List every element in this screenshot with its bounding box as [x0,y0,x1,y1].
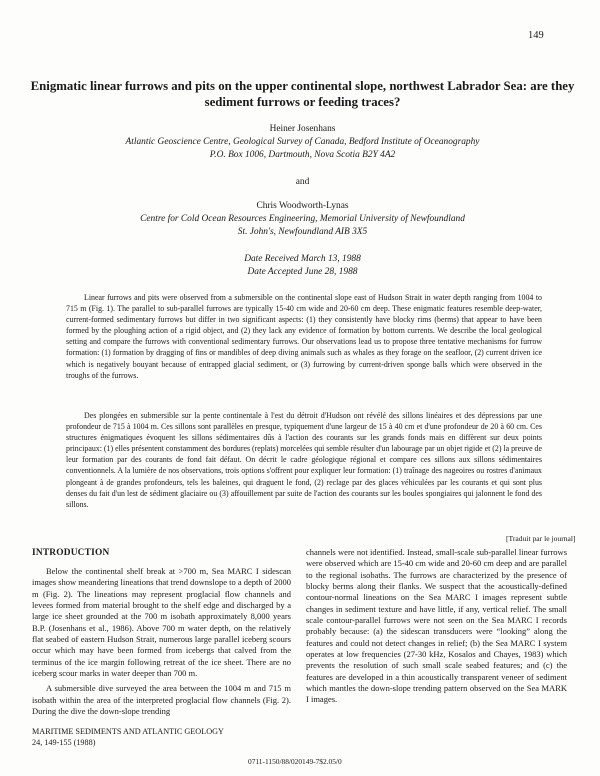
abstract-english [66,292,542,381]
body-column-right [306,547,567,706]
author-2-affiliation: Centre for Cold Ocean Resources Engineering, Memorial University of Newfoundland [140,214,465,224]
date-received: Date Received March 13, 1988 [244,254,361,264]
author-1-affiliation: Atlantic Geoscience Centre, Geological Survey of Canada, Bedford Institute of Oceanography [125,137,480,147]
and-separator: and [295,177,310,187]
author-1-address: P.O. Box 1006, Dartmouth, Nova Scotia B2Y 4A2 [209,150,396,160]
translation-note: [Traduit par le journal] [506,534,576,543]
paper-title: Enigmatic linear furrows and pits on the upper continental slope, northwest Labrador Sea: are they sediment furrows or feeding traces? [30,79,575,109]
journal-volume: 24, 149-155 (1988) [32,738,96,747]
body-column-left [32,566,291,717]
intro-paragraph-3: channels were not identified. Instead, small-scale sub-parallel linear furrows were observed which are 15-40 cm wide and 20-60 cm deep and are parallel to the regional isobaths. The furrows are characterized by the presence of blocky berms along their flanks. We suspect that the acoustically-defined contour-normal lineations on the Sea MARC I images represent subtle changes in sediment texture and have little, if any, vertical relief. The small scale contour-parallel furrows were not seen on the Sea MARC I records probably because: (a) the sidescan transducers were “looking” along the features and could not detect changes in relief; (b) the Sea MARC I system operates at low frequencies (27-30 kHz, Kosalos and Chayes, 1983) which prevents the resolution of such small scale seabed features; and (c) the features are developed in a thin acoustically transparent veneer of sediment which mantles the down-slope trending pattern observed on the Sea MARK I images. [306,547,567,705]
author-1-name: Heiner Josenhans [269,124,336,134]
intro-paragraph-1: Below the continental shelf break at >700 m, Sea MARC I sidescan images show meandering lineations that trend downslope to a depth of 2000 m (Fig. 2). The lineations may represent proglacial flow channels and levees formed from material brought to the shelf edge and discharged by a large ice sheet grounded at the 700 m isobath approximately 8,000 years B.P. (Josenhans et al., 1986). Above 700 m water depth, on the relatively flat seabed of eastern Hudson Strait, numerous large parallel iceberg scours occur which may have been formed from icebergs that calved from the terminus of the ice margin following retreat of the ice sheet. There are no iceberg scour marks in water deeper than 700 m. [32,566,291,679]
article-code: 0711-1150/88/020149-7$2.05/0 [248,757,342,766]
page-number: 149 [528,30,544,41]
date-accepted: Date Accepted June 28, 1988 [247,267,358,277]
author-2-name: Chris Woodworth-Lynas [256,201,349,211]
journal-name: MARITIME SEDIMENTS AND ATLANTIC GEOLOGY [32,727,224,736]
author-2-address: St. John's, Newfoundland AIB 3X5 [237,227,368,237]
intro-paragraph-2: A submersible dive surveyed the area between the 1004 m and 715 m isobath within the area of the interpreted proglacial flow channels (Fig. 2). During the dive the down-slope trending [32,683,291,717]
abstract-french [66,410,542,510]
section-heading-introduction: INTRODUCTION [32,548,110,558]
abstract-french-text: Des plongées en submersible sur la pente continentale à l'est du détroit d'Hudson ont révélé des sillons linéaires et des dépressions par une profondeur de 715 à 1004 m. Ces sillons sont parallèles en presque, typiquement d'une largeur de 15 à 40 cm et d'une profondeur de 20 à 60 cm. Ces structures énigmatiques évoquent les sillons sédimentaires dûs à l'action des courants sur les grands fonds mais en diffèrent sur deux points principaux: (1) elles présentent constamment des bordures (replats) morcelées qui semble résulter d'un labourage par un objet rigide et (2) la preuve de leur formation par des courants de fond fait défaut. On décrit le cadre géologique régional et compare ces sillons aux sillons sédimentaires conventionnels. A la lumière de nos observations, trois options s'offrent pour expliquer leur formation: (1) traînage des nageoires ou rostres d'animaux plongeant à de grandes profondeurs, tels les baleines, qui draguent le fond, (2) reclage par des glaces véhiculées par les courants et qui sont plus denses du fait d'un lest de sédiment glaciaire ou (3) affouillement par suite de l'action des courants sur les boules spongiaires qui jalonnent le fond des sillons. [66,411,543,509]
abstract-english-text: Linear furrows and pits were observed from a submersible on the continental slope east of Hudson Strait in water depth ranging from 1004 to 715 m (Fig. 1). The parallel to sub-parallel furrows are typically 15-40 cm wide and 20-60 cm deep. These enigmatic features resemble deep-water, current-formed sedimentary furrows but differ in two significant aspects: (1) they consistently have blocky rims (berms) that appear to have been formed by the ploughing action of a rigid object, and (2) they lack any evidence of formation by bottom currents. We describe the local geological setting and compare the furrows with conventional sedimentary furrows. Our observations lead us to propose three tentative mechanisms for furrow formation: (1) formation by dragging of fins or mandibles of deep diving animals such as whales as they forage on the seafloor, (2) current driven ice which is negatively bouyant because of entrapped glacial sediment, or (3) furrowing by current-driven sponge balls which were observed in the troughs of the furrows. [66,293,542,380]
